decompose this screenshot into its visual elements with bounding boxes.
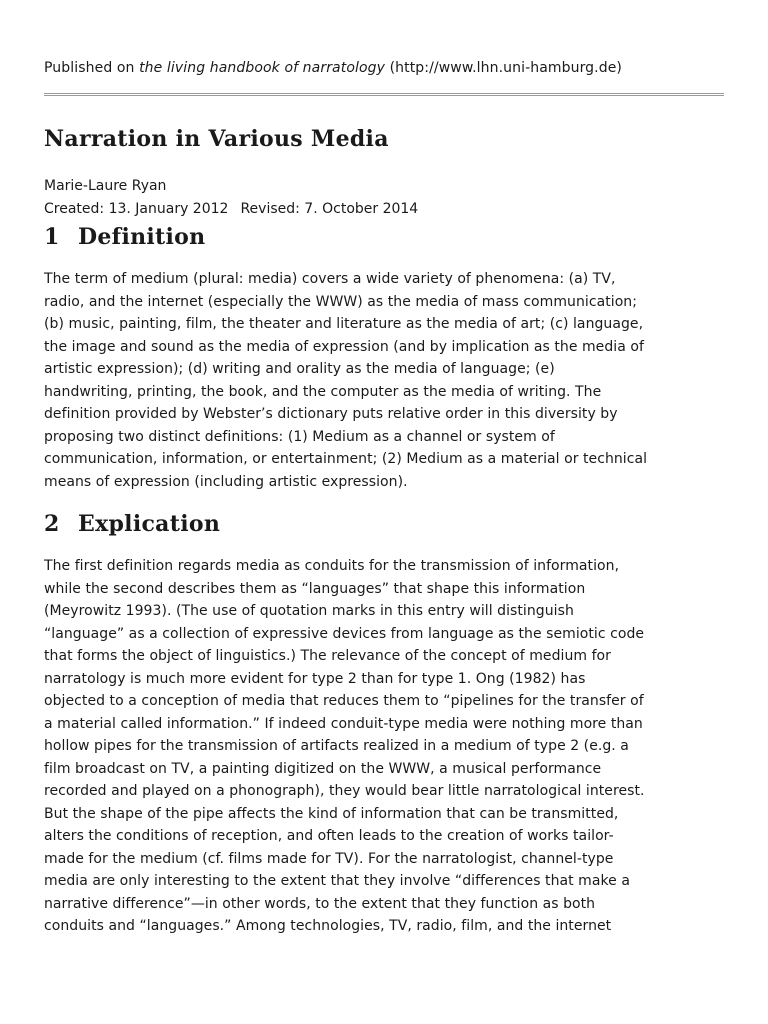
- article-dates: [44, 199, 418, 219]
- text-line: proposing two distinct definitions: (1) Medium as a channel or system of: [44, 428, 555, 445]
- text-line: recorded and played on a phonograph), they would bear little narratological interest.: [44, 783, 645, 799]
- header-url[interactable]: (http://www.lhn.uni-hamburg.de): [389, 60, 622, 76]
- section-title: Definition: [78, 224, 206, 250]
- definition-paragraph: [44, 268, 726, 493]
- section-heading-explication: [44, 509, 220, 539]
- text-line: (Meyrowitz 1993). (The use of quotation marks in this entry will distinguish: [44, 603, 574, 619]
- text-line: alters the conditions of reception, and often leads to the creation of works tailor-: [44, 828, 614, 844]
- text-line: The first definition regards media as conduits for the transmission of information,: [44, 558, 620, 574]
- text-line: The term of medium (plural: media) covers a wide variety of phenomena: (a) TV,: [44, 271, 616, 287]
- text-line: artistic expression); (d) writing and orality as the media of language; (e): [44, 361, 555, 377]
- text-line: definition provided by Webster’s dictionary puts relative order in this diversity by: [44, 406, 618, 422]
- header-divider: [44, 93, 724, 96]
- text-line: handwriting, printing, the book, and the computer as the media of writing. The: [44, 383, 602, 400]
- article-title: Narration in Various Media: [44, 126, 389, 152]
- text-line: made for the medium (cf. films made for TV). For the narratologist, channel-type: [44, 850, 614, 867]
- text-line: narrative difference”—in other words, to the extent that they function as both: [44, 895, 596, 912]
- text-line: hollow pipes for the transmission of artifacts realized in a medium of type 2 (e.g. a: [44, 738, 629, 754]
- header-prefix: Published on: [44, 60, 135, 76]
- text-line: communication, information, or entertainment; (2) Medium as a material or technical: [44, 451, 648, 467]
- text-line: “language” as a collection of expressive devices from language as the semiotic code: [44, 625, 645, 642]
- text-line: a material called information.” If indeed conduit-type media were nothing more than: [44, 715, 643, 732]
- section-heading-definition: [44, 222, 205, 252]
- text-line: that forms the object of linguistics.) The relevance of the concept of medium for: [44, 648, 611, 664]
- text-line: narratology is much more evident for type 2 than for type 1. Ong (1982) has: [44, 670, 586, 687]
- publication-header: [44, 58, 622, 78]
- header-publication-name: the living handbook of narratology: [139, 60, 386, 76]
- revised-date: Revised: 7. October 2014: [240, 201, 419, 217]
- article-author: Marie-Laure Ryan: [44, 178, 167, 194]
- text-line: the image and sound as the media of expression (and by implication as the media of: [44, 338, 644, 355]
- text-line: But the shape of the pipe affects the kind of information that can be transmitted,: [44, 805, 619, 822]
- text-line: radio, and the internet (especially the WWW) as the media of mass communication;: [44, 293, 637, 310]
- created-date: Created: 13. January 2012: [44, 201, 229, 217]
- section-number: 1: [44, 224, 60, 250]
- text-line: while the second describes them as “languages” that shape this information: [44, 580, 586, 597]
- text-line: conduits and “languages.” Among technologies, TV, radio, film, and the internet: [44, 918, 612, 934]
- text-line: objected to a conception of media that reduces them to “pipelines for the transfer of: [44, 693, 644, 709]
- text-line: (b) music, painting, film, the theater and literature as the media of art; (c) language,: [44, 316, 644, 332]
- text-line: film broadcast on TV, a painting digitized on the WWW, a musical performance: [44, 760, 602, 777]
- section-number: 2: [44, 511, 60, 537]
- text-line: means of expression (including artistic expression).: [44, 473, 408, 490]
- section-title: Explication: [78, 511, 221, 537]
- text-line: media are only interesting to the extent that they involve “differences that make a: [44, 873, 630, 889]
- explication-paragraph: [44, 555, 726, 938]
